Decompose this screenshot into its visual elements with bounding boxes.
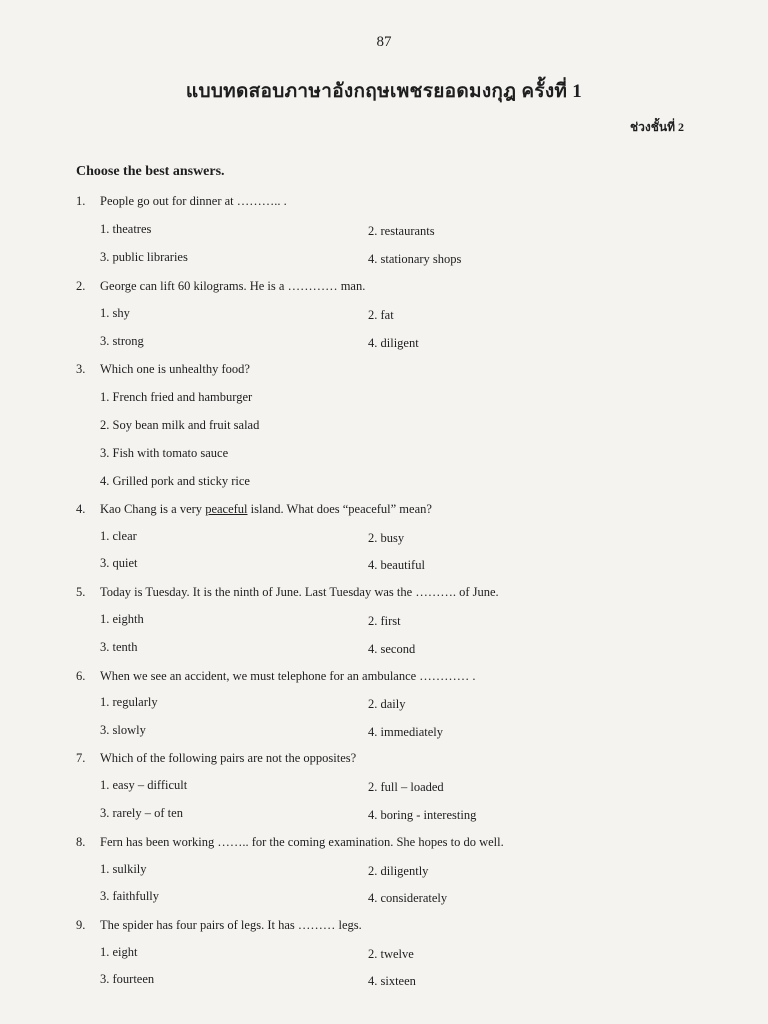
question-number: 1.	[76, 194, 86, 208]
option[interactable]: 1. theatres	[100, 222, 152, 236]
question-number: 9.	[76, 918, 86, 932]
option[interactable]: 1. regularly	[100, 695, 158, 709]
question-number: 8.	[76, 835, 86, 849]
question-number: 5.	[76, 585, 86, 599]
question-text: Which of the following pairs are not the opposites?	[100, 751, 357, 765]
option[interactable]: 3. slowly	[100, 723, 146, 737]
question-number: 3.	[76, 362, 86, 376]
option[interactable]: 3. rarely – of ten	[100, 806, 183, 820]
option[interactable]: 4. stationary shops	[368, 252, 462, 266]
question-text: George can lift 60 kilograms. He is a ………… man.	[100, 279, 366, 293]
question-number: 7.	[76, 751, 86, 765]
question-text: Today is Tuesday. It is the ninth of June. Last Tuesday was the ………. of June.	[100, 585, 499, 599]
option[interactable]: 2. full – loaded	[368, 780, 444, 794]
option[interactable]: 1. easy – difficult	[100, 778, 188, 792]
option[interactable]: 2. busy	[368, 531, 405, 545]
underlined-word: peaceful	[205, 502, 248, 516]
option[interactable]: 1. eighth	[100, 612, 144, 626]
option[interactable]: 1. shy	[100, 306, 130, 320]
question-number: 4.	[76, 502, 86, 516]
question-number: 2.	[76, 279, 86, 293]
option[interactable]: 4. sixteen	[368, 974, 416, 988]
option[interactable]: 3. fourteen	[100, 972, 155, 986]
option[interactable]: 2. diligently	[368, 864, 429, 878]
option[interactable]: 2. restaurants	[368, 224, 435, 238]
option[interactable]: 2. first	[368, 614, 401, 628]
option[interactable]: 3. quiet	[100, 556, 138, 570]
option[interactable]: 4. boring - interesting	[368, 808, 477, 822]
page-title: แบบทดสอบภาษาอังกฤษเพชรยอดมงกุฎ ครั้งที่ 1	[185, 81, 583, 102]
question-text: When we see an accident, we must telephone for an ambulance ………… .	[100, 669, 476, 683]
option[interactable]: 2. twelve	[368, 947, 414, 961]
option[interactable]: 2. Soy bean milk and fruit salad	[100, 418, 260, 432]
instructions: Choose the best answers.	[76, 164, 225, 179]
question-number: 6.	[76, 669, 86, 683]
question-text: The spider has four pairs of legs. It has ……… legs.	[100, 918, 362, 932]
option[interactable]: 3. faithfully	[100, 889, 160, 903]
option[interactable]: 1. clear	[100, 529, 137, 543]
question-text: People go out for dinner at ……….. .	[100, 194, 287, 208]
option[interactable]: 3. Fish with tomato sauce	[100, 446, 229, 460]
option[interactable]: 3. strong	[100, 334, 144, 348]
option[interactable]: 4. considerately	[368, 891, 448, 905]
option[interactable]: 4. immediately	[368, 725, 443, 739]
option[interactable]: 1. eight	[100, 945, 138, 959]
option[interactable]: 4. Grilled pork and sticky rice	[100, 474, 250, 488]
option[interactable]: 4. beautiful	[368, 558, 425, 572]
option[interactable]: 2. daily	[368, 697, 406, 711]
option[interactable]: 4. diligent	[368, 336, 419, 350]
page-number: 87	[376, 34, 392, 50]
option[interactable]: 1. French fried and hamburger	[100, 390, 253, 404]
option[interactable]: 1. sulkily	[100, 862, 147, 876]
question-text: Fern has been working …….. for the coming examination. She hopes to do well.	[100, 835, 504, 849]
question-text	[100, 502, 432, 517]
option[interactable]: 2. fat	[368, 308, 394, 322]
question-text-after: island. What does “peaceful” mean?	[247, 502, 432, 516]
question-text-before: Kao Chang is a very	[100, 502, 206, 516]
level-subtitle: ช่วงชั้นที่ 2	[630, 120, 684, 134]
option[interactable]: 3. public libraries	[100, 250, 188, 264]
option[interactable]: 4. second	[368, 642, 416, 656]
option[interactable]: 3. tenth	[100, 640, 138, 654]
question-text: Which one is unhealthy food?	[100, 362, 250, 376]
